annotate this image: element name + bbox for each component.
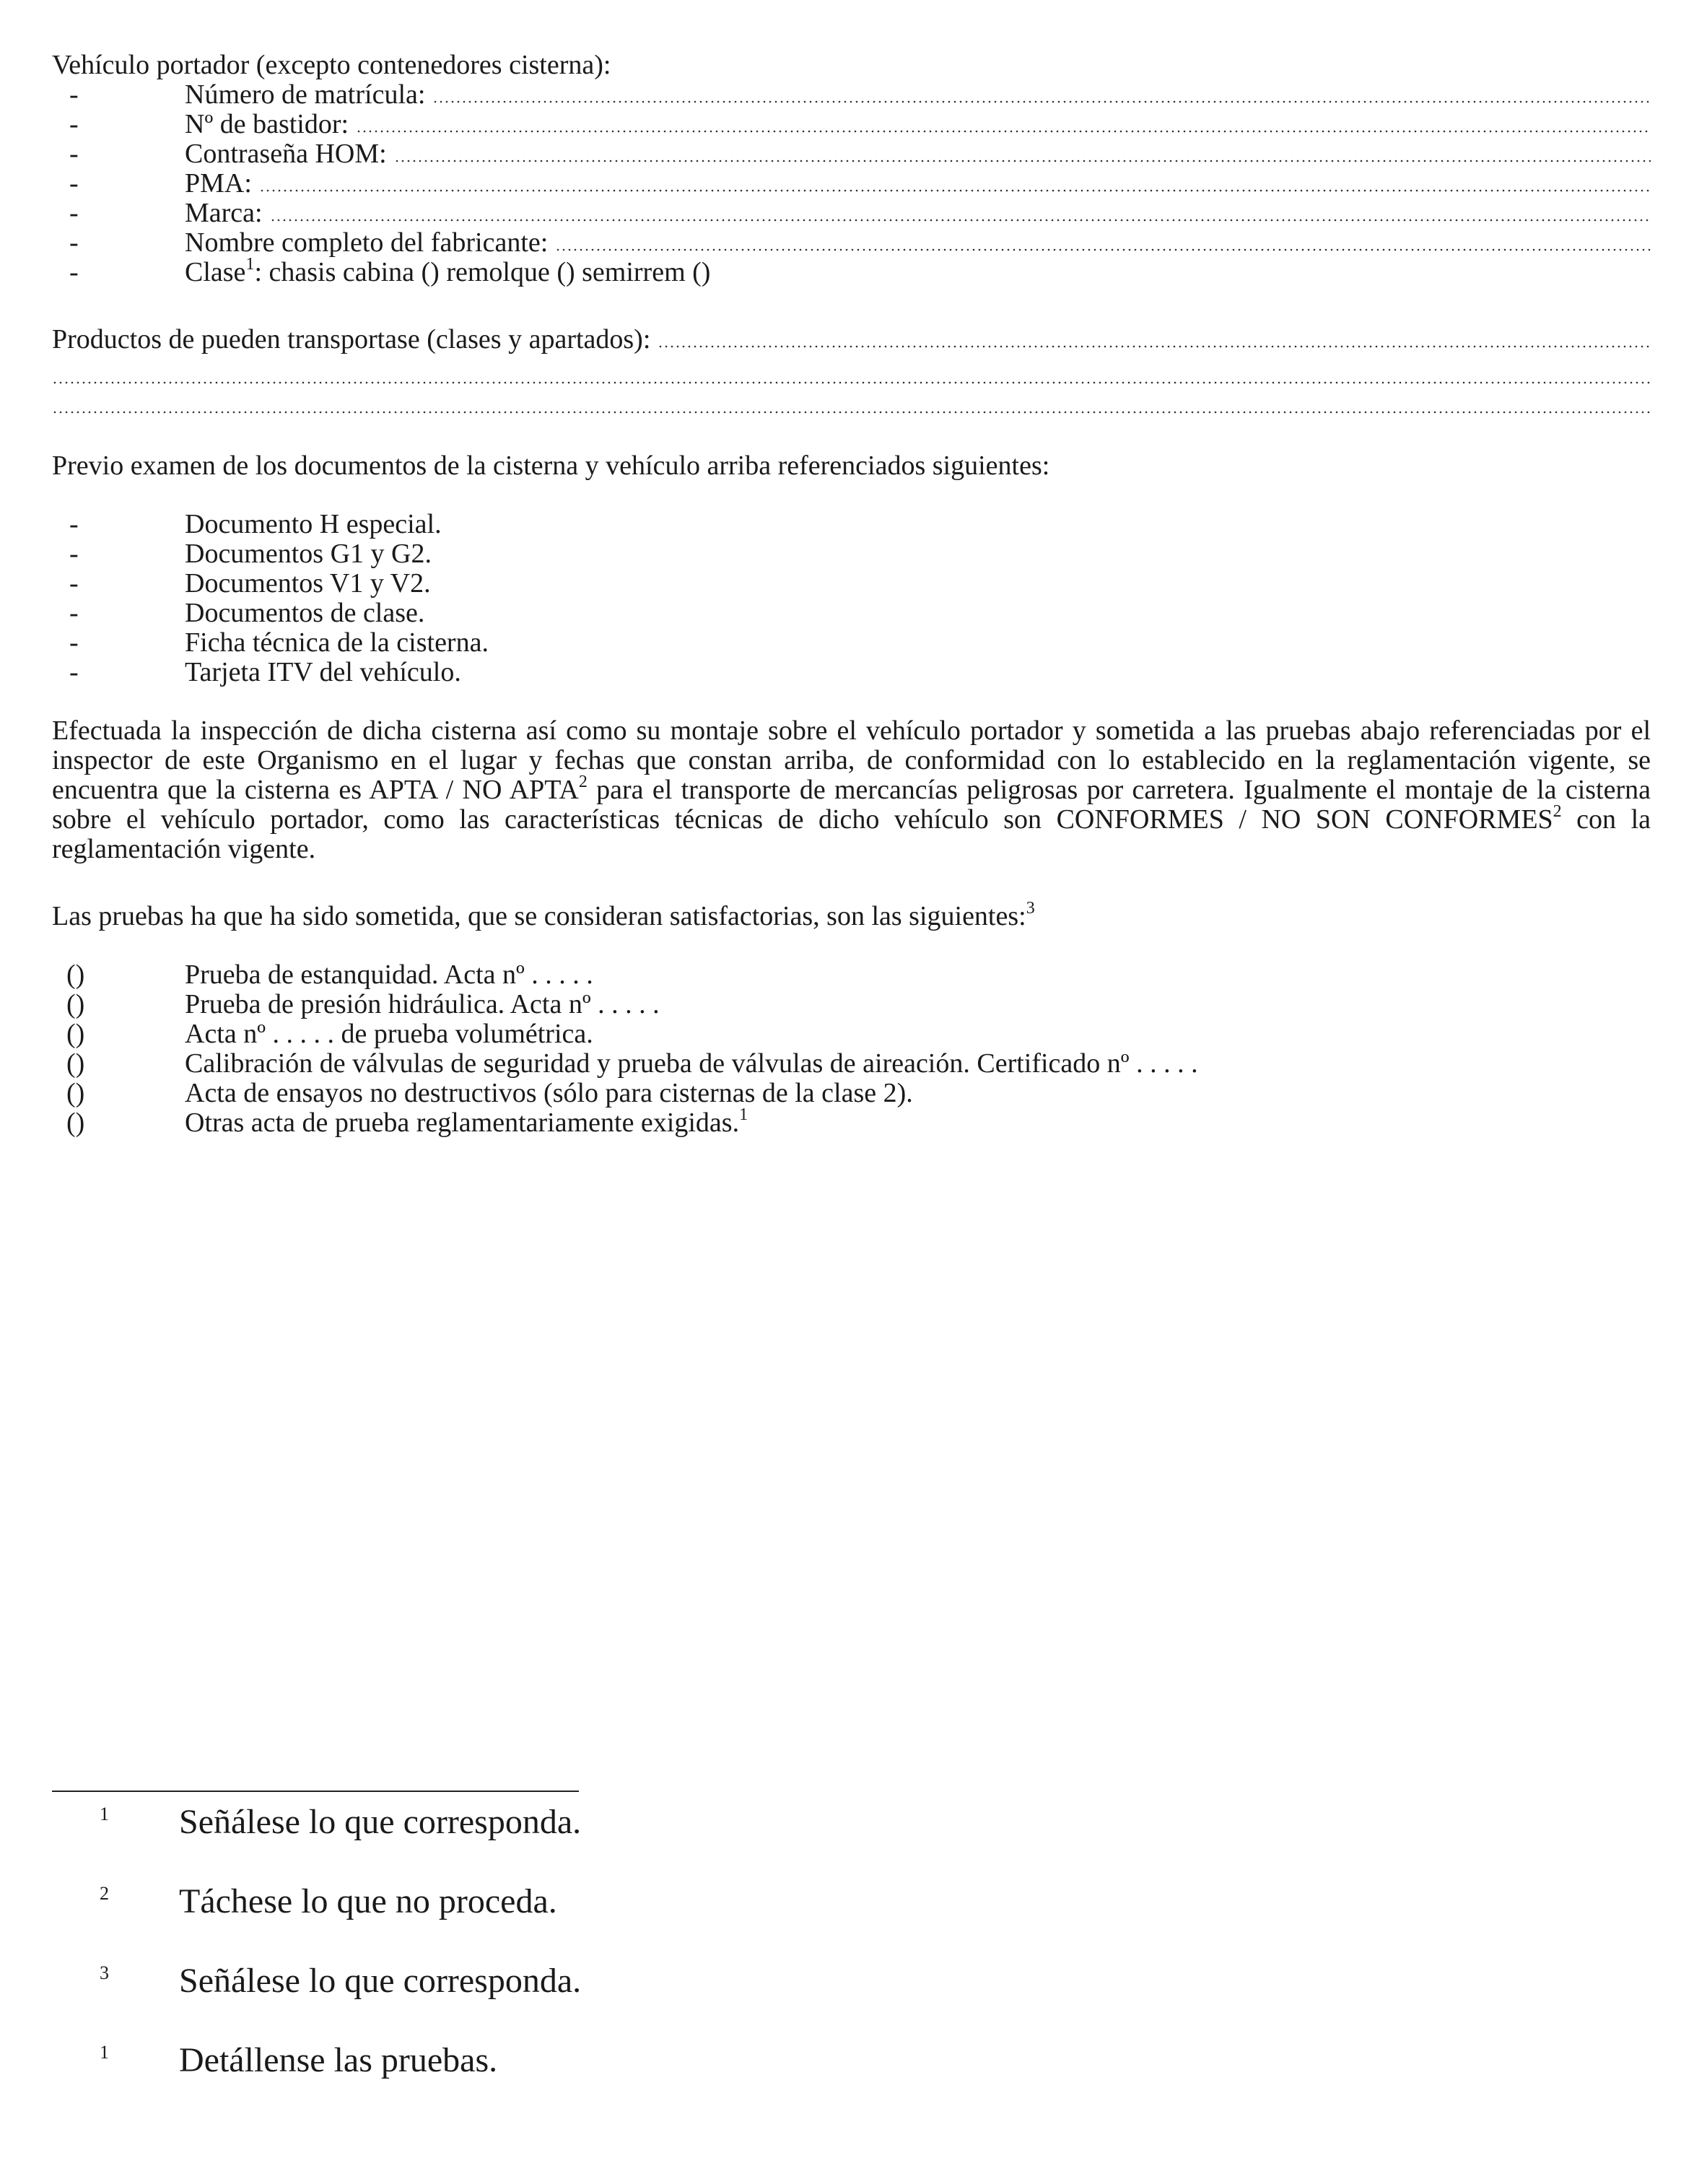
field-label-clase bbox=[185, 255, 711, 287]
list-bullet: - bbox=[69, 227, 79, 258]
test-item bbox=[52, 990, 1651, 1019]
inspection-text-2: para el transporte de mercancías peligrosas por carretera. Igualmente el montaje de la cisterna sobre el vehículo portador, como las características técnicas de dicho vehículo son CONFORMES / NO SON CONFORMES bbox=[52, 775, 1651, 835]
footnote bbox=[52, 1881, 629, 1961]
vehicle-heading: Vehículo portador (excepto contenedores cisterna): bbox=[52, 50, 611, 80]
list-bullet: - bbox=[69, 539, 79, 569]
footnotes bbox=[52, 1791, 629, 2120]
footnote-ref: 2 bbox=[1553, 802, 1562, 822]
footnote-number: 1 bbox=[100, 2042, 109, 2063]
footnote-ref: 1 bbox=[739, 1105, 748, 1125]
document-item bbox=[52, 569, 1651, 599]
test-item-text: Prueba de estanquidad. Acta nº . . . . . bbox=[185, 960, 593, 990]
footnote-number: 1 bbox=[100, 1804, 109, 1824]
inspection-paragraph bbox=[52, 716, 1651, 864]
document-item-text: Documentos de clase. bbox=[185, 598, 425, 628]
document-item-text: Documentos G1 y G2. bbox=[185, 539, 432, 569]
footnote-ref: 1 bbox=[245, 255, 255, 274]
field-row-matricula bbox=[52, 80, 1651, 110]
fill-in-line-fabricante[interactable] bbox=[555, 248, 1651, 251]
footnote bbox=[52, 1961, 629, 2040]
test-item-text: Otras acta de prueba reglamentariamente exigidas. bbox=[185, 1108, 740, 1138]
field-label-bastidor: Nº de bastidor: bbox=[185, 109, 349, 139]
test-checkbox[interactable]: () bbox=[66, 1108, 85, 1138]
footnote-number: 2 bbox=[100, 1883, 109, 1904]
field-label-pma: PMA: bbox=[185, 168, 252, 199]
footnote-text: Señálese lo que corresponda. bbox=[179, 1962, 582, 2000]
list-bullet: - bbox=[69, 657, 79, 687]
footnote-text: Señálese lo que corresponda. bbox=[179, 1803, 582, 1841]
footnote-text: Detállense las pruebas. bbox=[179, 2041, 498, 2079]
fill-in-line-products[interactable] bbox=[658, 345, 1651, 348]
list-bullet: - bbox=[69, 198, 79, 228]
document-item bbox=[52, 658, 1651, 687]
field-label-marca: Marca: bbox=[185, 198, 263, 228]
list-bullet: - bbox=[69, 109, 79, 139]
list-bullet: - bbox=[69, 139, 79, 169]
test-item-text: Acta de ensayos no destructivos (sólo para cisternas de la clase 2). bbox=[185, 1078, 913, 1108]
clase-label: Clase bbox=[185, 257, 246, 287]
form-page bbox=[52, 51, 1651, 1138]
field-row-contrasena bbox=[52, 139, 1651, 169]
test-item bbox=[52, 1079, 1651, 1108]
test-item bbox=[52, 1049, 1651, 1079]
footnote bbox=[52, 1802, 629, 1881]
documents-intro: Previo examen de los documentos de la cisterna y vehículo arriba referenciados siguientes: bbox=[52, 451, 1050, 481]
field-row-bastidor bbox=[52, 110, 1651, 139]
document-item bbox=[52, 628, 1651, 658]
footnote-divider bbox=[52, 1791, 579, 1792]
fill-in-line-marca[interactable] bbox=[270, 219, 1651, 222]
field-row-fabricante bbox=[52, 228, 1651, 258]
products-label: Productos de pueden transportase (clases y apartados): bbox=[52, 324, 651, 354]
document-item bbox=[52, 539, 1651, 569]
test-item bbox=[52, 1019, 1651, 1049]
fill-in-line-matricula[interactable] bbox=[432, 100, 1651, 103]
document-item-text: Ficha técnica de la cisterna. bbox=[185, 627, 489, 658]
footnote bbox=[52, 2040, 629, 2120]
list-bullet: - bbox=[69, 598, 79, 628]
tests-intro bbox=[52, 899, 1651, 931]
test-item bbox=[52, 960, 1651, 990]
document-item bbox=[52, 599, 1651, 628]
products-row bbox=[52, 325, 1651, 354]
tests-intro-text: Las pruebas ha que ha sido sometida, que se consideran satisfactorias, son las siguientes: bbox=[52, 901, 1026, 931]
list-bullet: - bbox=[69, 257, 79, 287]
list-bullet: - bbox=[69, 168, 79, 199]
document-item-text: Tarjeta ITV del vehículo. bbox=[185, 657, 461, 687]
fill-in-line-pma[interactable] bbox=[259, 189, 1651, 192]
test-item-text: Calibración de válvulas de seguridad y prueba de válvulas de aireación. Certificado nº . . . . . bbox=[185, 1048, 1198, 1079]
test-item-text: Acta nº . . . . . de prueba volumétrica. bbox=[185, 1019, 593, 1049]
test-checkbox[interactable]: () bbox=[66, 1048, 85, 1079]
fill-in-line-products-2[interactable] bbox=[52, 381, 1651, 384]
test-checkbox[interactable]: () bbox=[66, 989, 85, 1019]
test-checkbox[interactable]: () bbox=[66, 1019, 85, 1049]
field-row-clase bbox=[52, 255, 1651, 287]
test-checkbox[interactable]: () bbox=[66, 1078, 85, 1108]
test-item bbox=[52, 1105, 1651, 1138]
field-row-marca bbox=[52, 199, 1651, 228]
footnote-ref: 3 bbox=[1026, 899, 1035, 918]
list-bullet: - bbox=[69, 509, 79, 539]
inspection-text-3: con la reglamentación vigente. bbox=[52, 804, 1651, 864]
fill-in-line-bastidor[interactable] bbox=[356, 130, 1651, 133]
test-item-text-wrap bbox=[185, 1105, 748, 1138]
test-item-text: Prueba de presión hidráulica. Acta nº . . . . . bbox=[185, 989, 660, 1019]
document-item-text: Documentos V1 y V2. bbox=[185, 568, 431, 599]
field-label-contrasena: Contraseña HOM: bbox=[185, 139, 387, 169]
clase-options[interactable]: : chasis cabina () remolque () semirrem () bbox=[254, 257, 711, 287]
fill-in-line-contrasena[interactable] bbox=[394, 160, 1651, 162]
inspection-text-1: Efectuada la inspección de dicha cisterna así como su montaje sobre el vehículo portador y sometida a las pruebas abajo referenciadas por el inspector de este Organismo en el lugar y fechas que constan arriba, de conformidad con lo establecido en la reglamentación vigente, se encuentra que la cisterna es APTA / NO APTA bbox=[52, 715, 1651, 805]
document-item bbox=[52, 510, 1651, 539]
list-bullet: - bbox=[69, 79, 79, 110]
document-item-text: Documento H especial. bbox=[185, 509, 442, 539]
list-bullet: - bbox=[69, 627, 79, 658]
field-label-matricula: Número de matrícula: bbox=[185, 79, 426, 110]
test-checkbox[interactable]: () bbox=[66, 960, 85, 990]
list-bullet: - bbox=[69, 568, 79, 599]
footnote-text: Táchese lo que no proceda. bbox=[179, 1882, 557, 1920]
footnote-ref: 2 bbox=[578, 773, 588, 792]
field-row-pma bbox=[52, 169, 1651, 199]
footnote-number: 3 bbox=[100, 1962, 109, 1983]
field-label-fabricante: Nombre completo del fabricante: bbox=[185, 227, 549, 258]
